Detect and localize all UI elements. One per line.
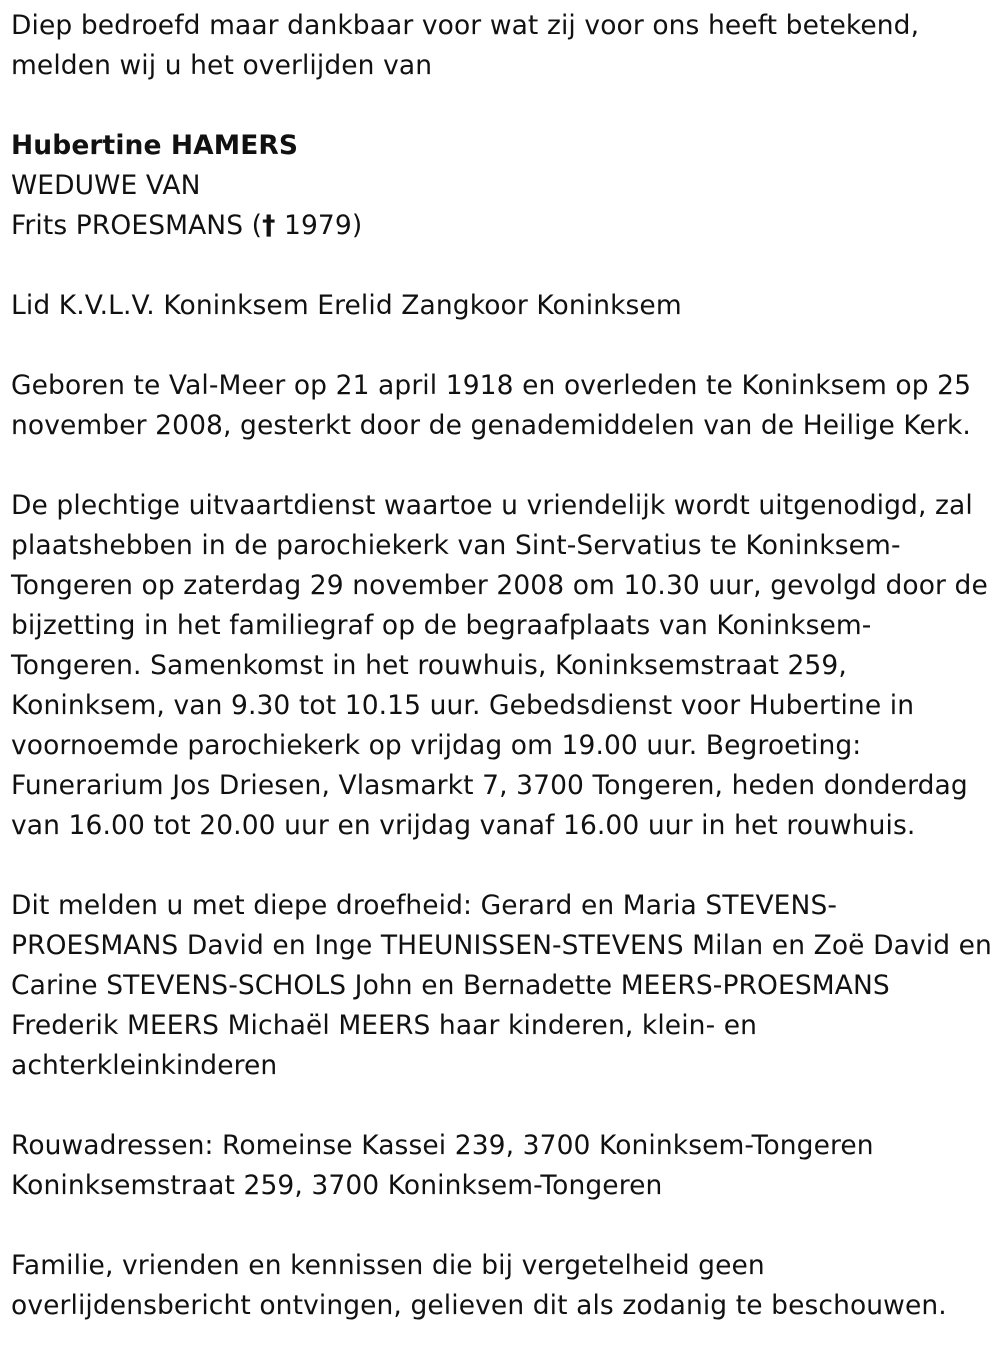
spouse-name: Frits PROESMANS ( [11,210,263,241]
spacer [11,1206,1000,1246]
family-text: Dit melden u met diepe droefheid: Gerard en Maria STEVENS- PROESMANS David en Inge THEUNISSEN-STEVENS Milan en Zoë David en Carine STEVENS-SCHOLS John en Bernadette MEERS-PROESMANS Frederik MEERS Michaël MEERS haar kinderen, klein- en achterkleinkinderen [11,890,992,1081]
widow-of-label: WEDUWE VAN [11,170,201,201]
spacer [11,846,1000,886]
deceased-name: Hubertine HAMERS [11,130,299,161]
spacer [11,246,1000,286]
spacer [11,1086,1000,1126]
membership-text: Lid K.V.L.V. Koninksem Erelid Zangkoor Koninksem [11,290,682,321]
spacer [11,86,1000,126]
closing-text: Familie, vrienden en kennissen die bij vergetelheid geen overlijdensbericht ontvingen, gelieven dit als zodanig te beschouwen. [11,1250,947,1321]
birth-death-text: Geboren te Val-Meer op 21 april 1918 en overleden te Koninksem op 25 november 2008, gesterkt door de genademiddelen van de Heilige Kerk. [11,370,972,441]
spouse-death-year: 1979) [275,210,363,241]
spouse-line [11,206,1000,246]
intro-text: Diep bedroefd maar dankbaar voor wat zij voor ons heeft betekend, melden wij u het overlijden van [11,10,920,81]
addresses-text: Rouwadressen: Romeinse Kassei 239, 3700 Koninksem-Tongeren Koninksemstraat 259, 3700 Koninksem-Tongeren [11,1130,874,1201]
cross-icon: † [262,210,276,241]
funeral-text: De plechtige uitvaartdienst waartoe u vriendelijk wordt uitgenodigd, zal plaatshebben in de parochiekerk van Sint-Servatius te Koninksem- Tongeren op zaterdag 29 november 2008 om 10.30 uur, gevolgd door de bijzetting in het familiegraf op de begraafplaats van Koninksem- Tongeren. Samenkomst in het rouwhuis, Koninksemstraat 259, Koninksem, van 9.30 tot 10.15 uur. Gebedsdienst voor Hubertine in voornoemde parochiekerk op vrijdag om 19.00 uur. Begroeting: Funerarium Jos Driesen, Vlasmarkt 7, 3700 Tongeren, heden donderdag van 16.00 tot 20.00 uur en vrijdag vanaf 16.00 uur in het rouwhuis. [11,490,988,841]
spacer [11,326,1000,366]
spacer [11,446,1000,486]
